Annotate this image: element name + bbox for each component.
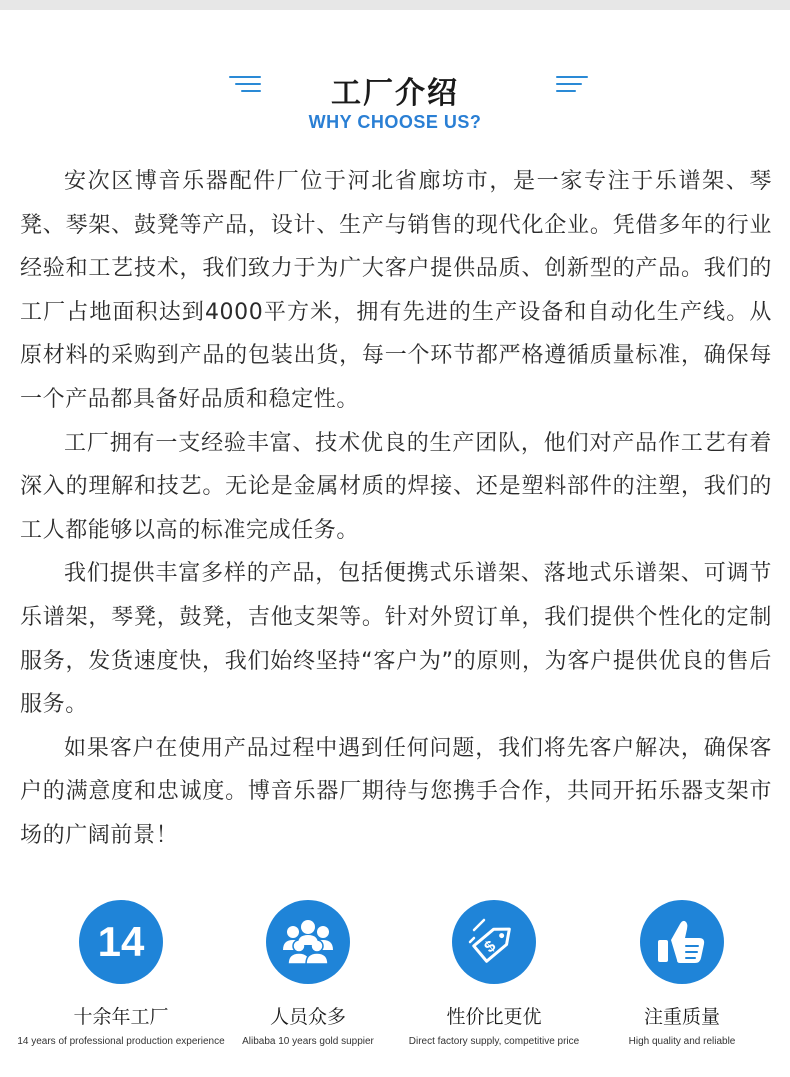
feature-title: 性价比更优: [446, 1006, 542, 1028]
feature-description: Alibaba 10 years gold suppier: [242, 1036, 374, 1047]
svg-text:$: $: [481, 937, 500, 957]
feature-title: 人员众多: [269, 1006, 346, 1028]
section-title: 工厂介绍: [331, 76, 459, 111]
intro-paragraph-1: 安次区博音乐器配件厂位于河北省廊坊市，是一家专注于乐谱架、琴凳、琴架、鼓凳等产品，设计、生产与销售的现代化企业。凭借多年的行业经验和工艺技术，我们致力于为广大客户提供品质、创新型的产品。我们的工厂占地面积达到4000平方米，拥有先进的生产设备和自动化生产线。从原材料的采购到产品的包装出货，每一个环节都严格遵循质量标准，确保每一个产品都具备好品质和稳定性。: [20, 169, 772, 412]
intro-paragraph-4: 如果客户在使用产品过程中遇到任何问题，我们将先客户解决，确保客户的满意度和忠诚度。博音乐器厂期待与您携手合作，共同开拓乐器支架市场的广阔前景！: [20, 735, 772, 848]
intro-paragraph-3: 我们提供丰富多样的产品，包括便携式乐谱架、落地式乐谱架、可调节乐谱架，琴凳，鼓凳，吉他支架等。针对外贸订单，我们提供个性化的定制服务，发货速度快，我们始终坚持“客户为”的原则，为客户提供优良的售后服务。: [20, 561, 772, 718]
right-lines-decoration-icon: [556, 76, 590, 94]
feature-title: 注重质量: [643, 1006, 720, 1028]
top-divider-bar: [0, 0, 790, 10]
feature-row: [0, 898, 790, 1068]
number-14-icon: [79, 900, 163, 984]
intro-text: [20, 160, 772, 858]
feature-number: 14: [97, 918, 145, 965]
section-header: [0, 62, 790, 142]
section-subtitle: WHY CHOOSE US?: [308, 112, 482, 132]
feature-title: 十余年工厂: [73, 1006, 169, 1028]
feature-description: Direct factory supply, competitive price: [408, 1036, 580, 1047]
feature-description: 14 years of professional production experience: [17, 1036, 225, 1047]
people-group-icon: [266, 900, 350, 984]
feature-description: High quality and reliable: [628, 1036, 736, 1047]
intro-paragraph-2: 工厂拥有一支经验丰富、技术优良的生产团队，他们对产品作工艺有着深入的理解和技艺。无论是金属材质的焊接、还是塑料部件的注塑，我们的工人都能够以高的标准完成任务。: [20, 430, 772, 543]
thumbs-up-icon: [640, 900, 724, 984]
feature-price: [384, 898, 604, 1068]
feature-quality: [572, 898, 790, 1068]
price-tag-icon: [452, 900, 536, 984]
